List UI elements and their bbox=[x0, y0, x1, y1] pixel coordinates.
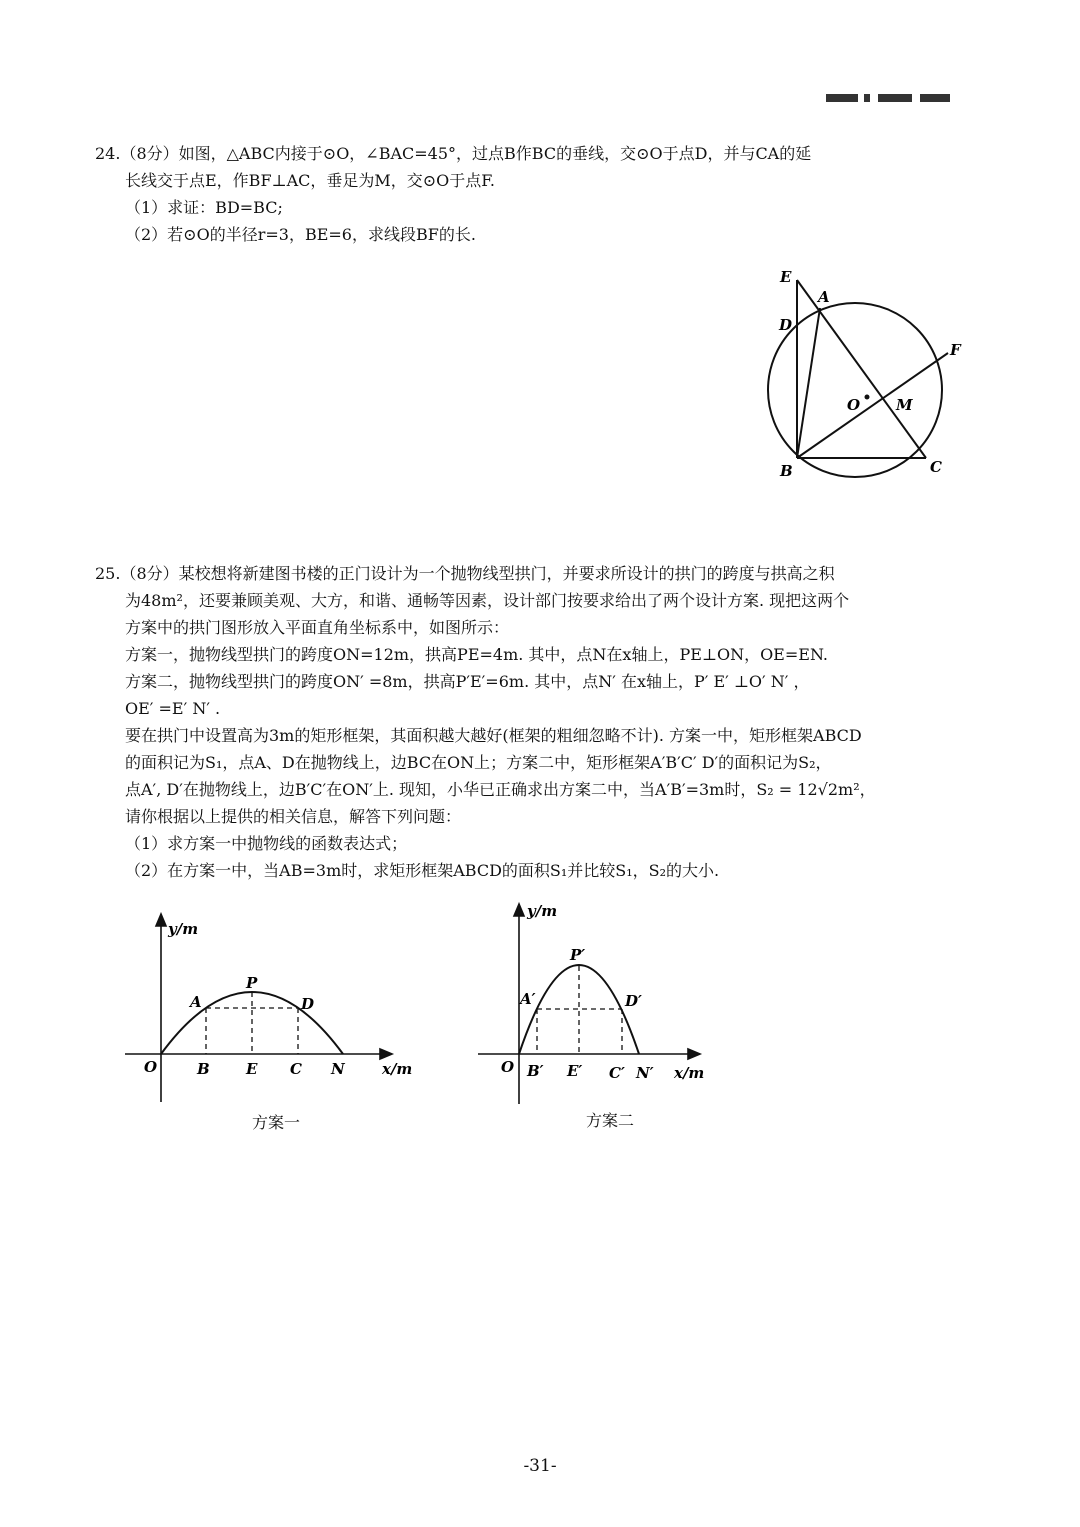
label-y-axis: y/m bbox=[168, 920, 199, 938]
question-24 bbox=[95, 140, 975, 248]
label-c: C bbox=[290, 1060, 302, 1078]
label-p: P′ bbox=[570, 946, 586, 964]
x-axis-arrow bbox=[380, 1049, 392, 1059]
caption-plan-2: 方案二 bbox=[586, 1111, 635, 1130]
label-x-axis: x/m bbox=[382, 1060, 413, 1078]
x-axis-arrow bbox=[688, 1049, 700, 1059]
q25-part-2: （2）在方案一中，当AB=3m时，求矩形框架ABCD的面积S₁并比较S₁，S₂的大小. bbox=[125, 861, 720, 880]
label-o: O bbox=[144, 1058, 158, 1076]
figure-plan-2 bbox=[470, 898, 720, 1108]
label-e: E bbox=[780, 268, 792, 286]
center-point bbox=[865, 395, 870, 400]
q25-line-1: 25.（8分）某校想将新建图书楼的正门设计为一个抛物线型拱门，并要求所设计的拱门的跨度与拱高之积 bbox=[95, 564, 835, 583]
label-n: N bbox=[331, 1060, 345, 1078]
q25-plan-2: 方案二，抛物线型拱门的跨度ON′ =8m，拱高P′E′=6m. 其中，点N′ 在x轴上，P′ E′ ⊥O′ N′ ， bbox=[125, 672, 810, 691]
q25-instruction: 请你根据以上提供的相关信息，解答下列问题： bbox=[125, 807, 462, 826]
figure-circle bbox=[760, 258, 990, 488]
q25-line-3: 方案中的拱门图形放入平面直角坐标系中，如图所示： bbox=[125, 618, 510, 637]
header-mark bbox=[826, 92, 950, 104]
circle-o bbox=[768, 303, 942, 477]
label-e: E′ bbox=[567, 1062, 583, 1080]
q25-plan-2-cont: OE′ =E′ N′ . bbox=[125, 699, 221, 718]
q24-part-2: （2）若⊙O的半径r=3，BE=6，求线段BF的长. bbox=[125, 225, 476, 244]
segment-ba bbox=[797, 308, 820, 458]
label-d: D′ bbox=[625, 992, 642, 1010]
q25-frame-2: 的面积记为S₁，点A、D在抛物线上，边BC在ON上；方案二中，矩形框架A′B′C′ D′的面积记为S₂， bbox=[125, 753, 832, 772]
label-b: B′ bbox=[527, 1062, 544, 1080]
q24-line-2: 长线交于点E，作BF⊥AC，垂足为M，交⊙O于点F. bbox=[125, 171, 495, 190]
q25-frame-1: 要在拱门中设置高为3m的矩形框架，其面积越大越好(框架的粗细忽略不计). 方案一中，矩形框架ABCD bbox=[125, 726, 862, 745]
segment-ec bbox=[797, 280, 926, 458]
label-a: A bbox=[818, 288, 830, 306]
label-m: M bbox=[896, 396, 913, 414]
label-c: C′ bbox=[609, 1064, 625, 1082]
label-n: N′ bbox=[636, 1064, 654, 1082]
figure-plan-1 bbox=[120, 912, 430, 1102]
q25-line-2: 为48m²，还要兼顾美观、大方，和谐、通畅等因素，设计部门按要求给出了两个设计方案. 现把这两个 bbox=[125, 591, 850, 610]
q24-part-1: （1）求证：BD=BC; bbox=[125, 198, 283, 217]
q25-part-1: （1）求方案一中抛物线的函数表达式； bbox=[125, 834, 408, 853]
caption-plan-1: 方案一 bbox=[252, 1113, 301, 1132]
page-number: -31- bbox=[523, 1456, 557, 1476]
label-e: E bbox=[246, 1060, 258, 1078]
q24-line-1: 24.（8分）如图，△ABC内接于⊙O，∠BAC=45°，过点B作BC的垂线，交⊙O于点D，并与CA的延 bbox=[95, 144, 812, 163]
q25-plan-1: 方案一，抛物线型拱门的跨度ON=12m，拱高PE=4m. 其中，点N在x轴上，PE⊥ON，OE=EN. bbox=[125, 645, 829, 664]
y-axis-arrow bbox=[514, 904, 524, 916]
label-b: B bbox=[780, 462, 793, 480]
question-25 bbox=[95, 560, 975, 884]
y-axis-arrow bbox=[156, 914, 166, 926]
label-d: D bbox=[779, 316, 793, 334]
label-x-axis: x/m bbox=[674, 1064, 705, 1082]
label-o: O bbox=[501, 1058, 515, 1076]
label-d: D bbox=[301, 995, 315, 1013]
label-f: F bbox=[950, 341, 961, 359]
label-c: C bbox=[930, 458, 942, 476]
label-a: A′ bbox=[520, 990, 536, 1008]
label-p: P bbox=[246, 974, 258, 992]
q25-frame-3: 点A′, D′在抛物线上，边B′C′在ON′上. 现知，小华已正确求出方案二中，当A′B′=3m时，S₂ = 12√2m²， bbox=[125, 780, 876, 799]
label-y-axis: y/m bbox=[527, 902, 558, 920]
label-a: A bbox=[190, 993, 202, 1011]
label-o: O bbox=[847, 396, 861, 414]
label-b: B bbox=[197, 1060, 210, 1078]
